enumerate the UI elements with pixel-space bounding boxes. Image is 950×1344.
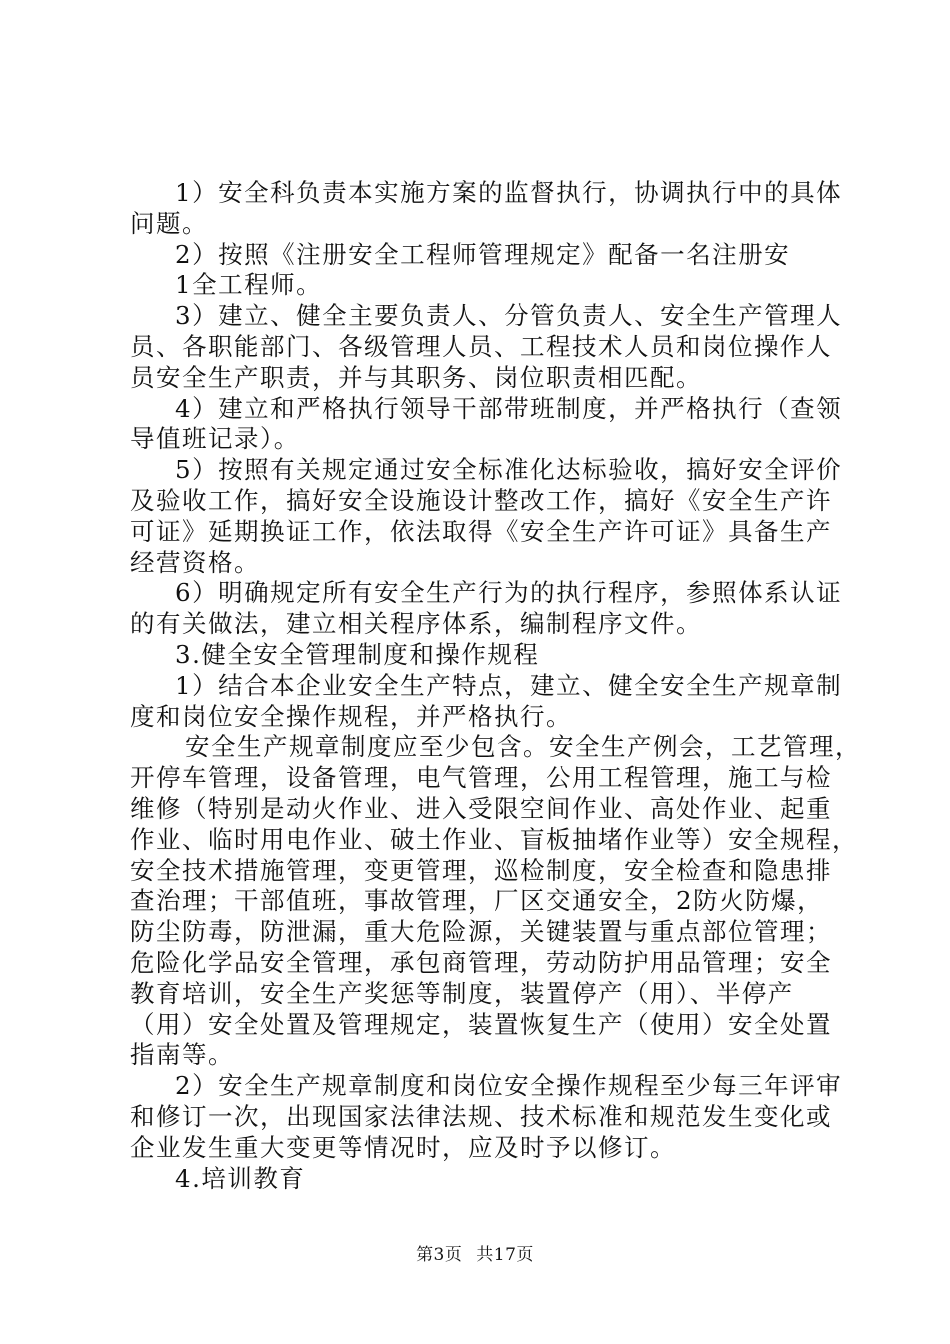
paragraph-line: 开停车管理，设备管理，电气管理，公用工程管理，施工与检 (130, 763, 832, 793)
paragraph-line: 3）建立、健全主要负责人、分管负责人、安全生产管理人 (175, 301, 843, 331)
paragraph-line: 2）安全生产规章制度和岗位安全操作规程至少每三年评审 (175, 1071, 843, 1101)
paragraph-line: 查治理；干部值班，事故管理，厂区交通安全，2防火防爆， (130, 886, 824, 916)
paragraph-line: 防尘防毒，防泄漏，重大危险源，关键装置与重点部位管理； (130, 917, 832, 947)
paragraph-line: 教育培训，安全生产奖惩等制度，装置停产（用）、半停产 (130, 978, 794, 1008)
page-total: 共17页 (476, 1245, 534, 1265)
page-footer (0, 1240, 950, 1265)
paragraph-line: 维修（特别是动火作业、进入受限空间作业、高处作业、起重 (130, 793, 832, 823)
paragraph-line: 安全技术措施管理，变更管理，巡检制度，安全检查和隐患排 (130, 855, 832, 885)
paragraph-line: 1）结合本企业安全生产特点，建立、健全安全生产规章制 (175, 670, 843, 700)
paragraph-line: 的有关做法，建立相关程序体系，编制程序文件。 (130, 609, 702, 639)
section-heading: 3.健全安全管理制度和操作规程 (175, 639, 540, 669)
paragraph-line: （用）安全处置及管理规定，装置恢复生产（使用）安全处置 (130, 1009, 832, 1039)
paragraph-line: 经营资格。 (130, 547, 260, 577)
paragraph-line: 导值班记录）。 (130, 424, 300, 454)
paragraph-line: 及验收工作，搞好安全设施设计整改工作，搞好《安全生产许 (130, 485, 832, 515)
document-body (130, 178, 861, 1194)
paragraph-line: 指南等。 (130, 1040, 234, 1070)
paragraph-line: 可证》延期换证工作，依法取得《安全生产许可证》具备生产 (130, 516, 832, 546)
paragraph-line: 员安全生产职责，并与其职务、岗位职责相匹配。 (130, 362, 702, 392)
paragraph-line: 4）建立和严格执行领导干部带班制度，并严格执行（查领 (175, 393, 843, 423)
paragraph-line: 2）按照《注册安全工程师管理规定》配备一名注册安 (175, 239, 791, 269)
page-number: 第3页 (416, 1245, 463, 1265)
paragraph-line: 员、各职能部门、各级管理人员、工程技术人员和岗位操作人 (130, 331, 832, 361)
paragraph-line: 1）安全科负责本实施方案的监督执行，协调执行中的具体 (175, 178, 843, 207)
paragraph-line: 问题。 (130, 208, 208, 238)
paragraph-line: 企业发生重大变更等情况时，应及时予以修订。 (130, 1132, 676, 1162)
paragraph-line: 和修订一次，出现国家法律法规、技术标准和规范发生变化或 (130, 1101, 832, 1131)
paragraph-line: 6）明确规定所有安全生产行为的执行程序，参照体系认证 (175, 578, 843, 608)
paragraph-line: 危险化学品安全管理，承包商管理，劳动防护用品管理；安全 (130, 947, 832, 977)
section-heading: 4.培训教育 (175, 1163, 306, 1193)
paragraph-line: 作业、临时用电作业、破土作业、盲板抽堵作业等）安全规程， (130, 824, 858, 854)
paragraph-line: 1全工程师。 (175, 270, 323, 300)
paragraph-line: 安全生产规章制度应至少包含。安全生产例会，工艺管理， (185, 732, 861, 762)
paragraph-line: 5）按照有关规定通过安全标准化达标验收，搞好安全评价 (175, 455, 843, 485)
paragraph-line: 度和岗位安全操作规程，并严格执行。 (130, 701, 572, 731)
